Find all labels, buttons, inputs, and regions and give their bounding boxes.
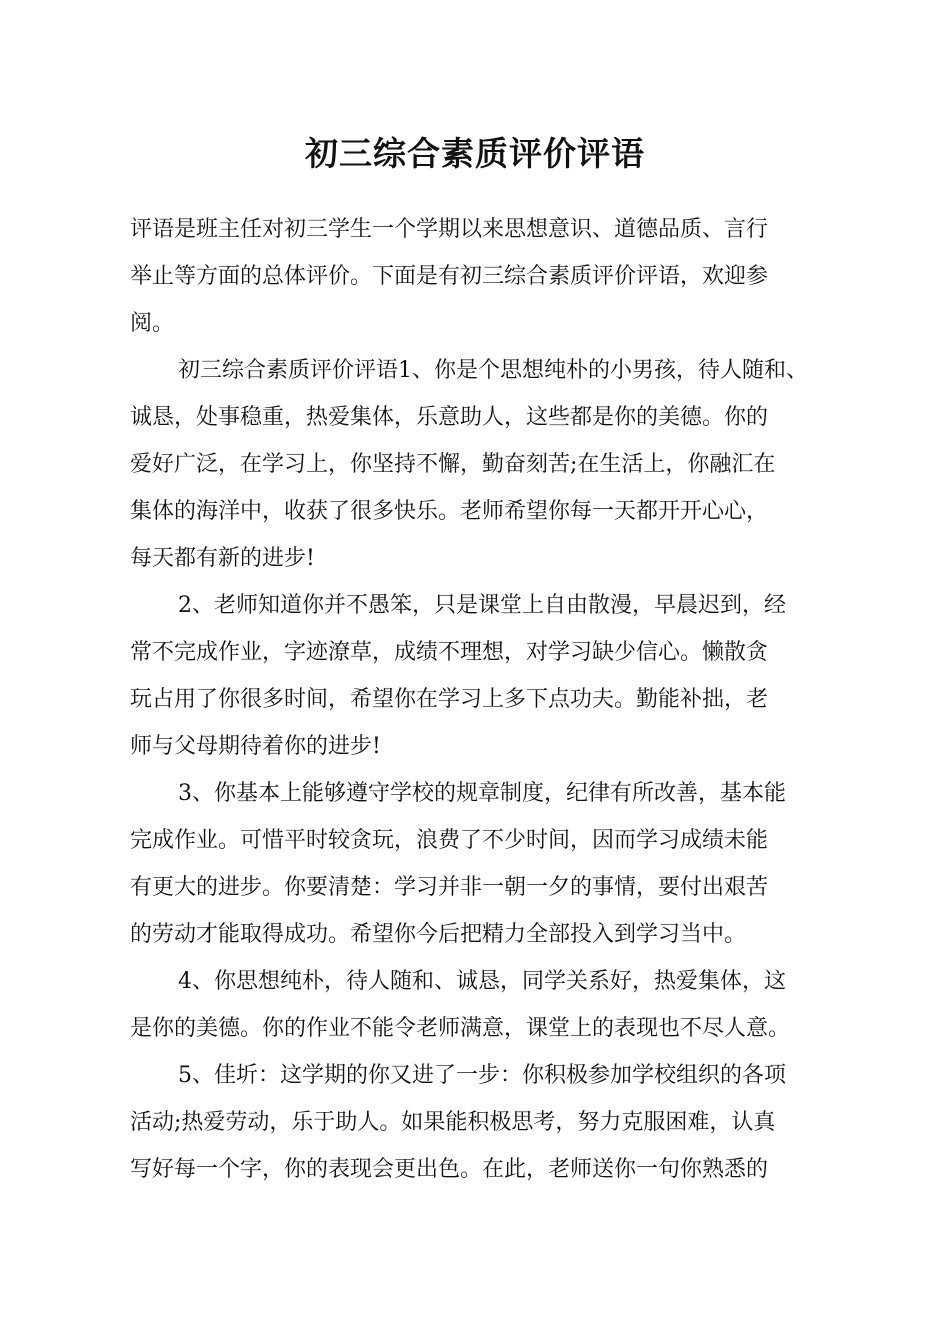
text-line: 常不完成作业，字迹潦草，成绩不理想，对学习缺少信心。懒散贪 xyxy=(130,640,769,665)
text-line: 活动;热爱劳动，乐于助人。如果能积极思考，努力克服困难，认真 xyxy=(130,1110,776,1135)
text-line: 是你的美德。你的作业不能令老师满意，课堂上的表现也不尽人意。 xyxy=(130,1016,791,1041)
text-line: 集体的海洋中，收获了很多快乐。老师希望你每一天都开开心心， xyxy=(130,499,769,524)
text-line: 师与父母期待着你的进步! xyxy=(130,734,381,759)
text-line: 诚恳，处事稳重，热爱集体，乐意助人，这些都是你的美德。你的 xyxy=(130,405,769,430)
text-line: 的劳动才能取得成功。希望你今后把精力全部投入到学习当中。 xyxy=(130,922,747,947)
text-line: 4、你思想纯朴，待人随和、诚恳，同学关系好，热爱集体，这 xyxy=(178,969,786,994)
text-line: 举止等方面的总体评价。下面是有初三综合素质评价评语，欢迎参 xyxy=(130,264,769,289)
text-line: 有更大的进步。你要清楚：学习并非一朝一夕的事情，要付出艰苦 xyxy=(130,875,769,900)
text-line: 每天都有新的进步! xyxy=(130,546,315,571)
paragraph-comment-3 xyxy=(130,770,850,958)
text-line: 2、老师知道你并不愚笨，只是课堂上自由散漫，早晨迟到，经 xyxy=(178,593,786,618)
paragraph-comment-1 xyxy=(130,347,850,582)
document-title: 初三综合素质评价评语 xyxy=(305,134,645,173)
paragraph-intro xyxy=(130,206,850,347)
paragraph-comment-5 xyxy=(130,1052,850,1193)
text-line: 阅。 xyxy=(130,311,175,336)
paragraph-comment-2 xyxy=(130,582,850,770)
text-line: 5、佳圻：这学期的你又进了一步：你积极参加学校组织的各项 xyxy=(178,1063,786,1088)
text-line: 3、你基本上能够遵守学校的规章制度，纪律有所改善，基本能 xyxy=(178,781,786,806)
text-line: 评语是班主任对初三学生一个学期以来思想意识、道德品质、言行 xyxy=(130,217,769,242)
text-line: 写好每一个字，你的表现会更出色。在此，老师送你一句你熟悉的 xyxy=(130,1157,769,1182)
text-line: 完成作业。可惜平时较贪玩，浪费了不少时间，因而学习成绩未能 xyxy=(130,828,769,853)
document-body xyxy=(130,206,850,1193)
paragraph-comment-4 xyxy=(130,958,850,1052)
text-line: 初三综合素质评价评语1、你是个思想纯朴的小男孩，待人随和、 xyxy=(178,358,808,383)
text-line: 玩占用了你很多时间，希望你在学习上多下点功夫。勤能补拙，老 xyxy=(130,687,769,712)
text-line: 爱好广泛，在学习上，你坚持不懈，勤奋刻苦;在生活上，你融汇在 xyxy=(130,452,776,477)
